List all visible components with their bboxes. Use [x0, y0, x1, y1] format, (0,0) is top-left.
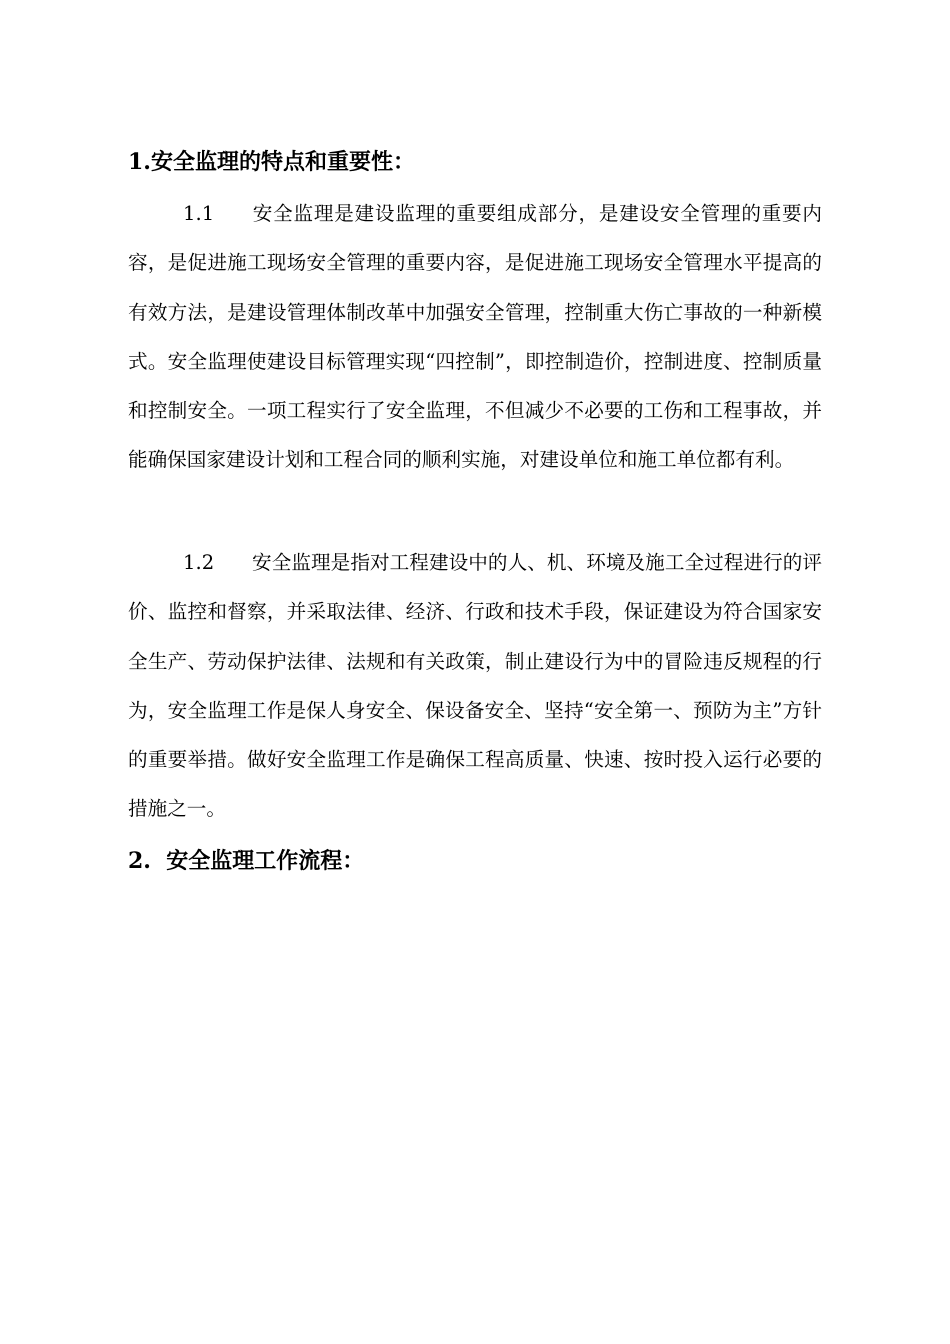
paragraph-number: 1.2 [183, 551, 215, 574]
section-2-heading: 2. 安全监理工作流程： [128, 848, 365, 874]
paragraph-1-1 [128, 189, 822, 485]
paragraph-text: 安全监理是指对工程建设中的人、机、环境及施工全过程进行的评价、监控和督察，并采取法律、经济、行政和技术手段，保证建设为符合国家安全生产、劳动保护法律、法规和有关政策，制止建设行为中的冒险违反规程的行为，安全监理工作是保人身安全、保设备安全、坚持“安全第一、预防为主”方针的重要举措。做好安全监理工作是确保工程高质量、快速、按时投入运行必要的措施之一。 [128, 551, 822, 821]
paragraph-number: 1.1 [183, 202, 215, 225]
section-1-heading: 1.安全监理的特点和重要性： [128, 149, 415, 175]
paragraph-text: 安全监理是建设监理的重要组成部分，是建设安全管理的重要内容，是促进施工现场安全管理的重要内容，是促进施工现场安全管理水平提高的有效方法，是建设管理体制改革中加强安全管理，控制重大伤亡事故的一种新模式。安全监理使建设目标管理实现“四控制”，即控制造价，控制进度、控制质量和控制安全。一项工程实行了安全监理，不但减少不必要的工伤和工程事故，并能确保国家建设计划和工程合同的顺利实施，对建设单位和施工单位都有利。 [128, 202, 822, 472]
paragraph-1-2 [128, 538, 822, 834]
